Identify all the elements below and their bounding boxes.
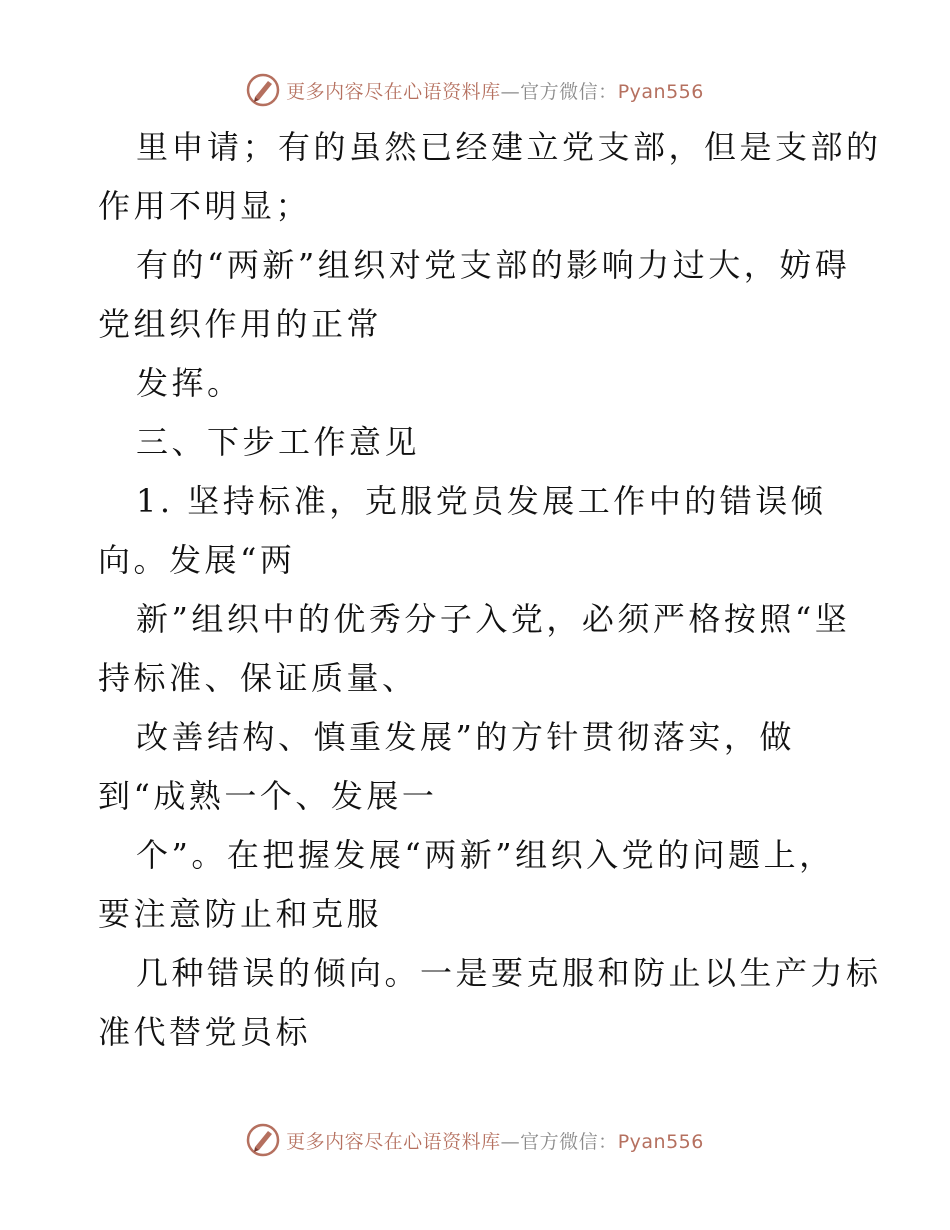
body-line: 向。发展“两 xyxy=(98,541,296,579)
watermark-main-text: 更多内容尽在心语资料库 xyxy=(286,80,501,103)
body-line: 1. 坚持标准，克服党员发展工作中的错误倾 xyxy=(136,482,827,520)
watermark-id-text: Pyan556 xyxy=(617,80,704,103)
footer-watermark xyxy=(0,1120,950,1160)
pen-logo-icon xyxy=(246,1123,280,1157)
body-line: 改善结构、慎重发展”的方针贯彻落实，做 xyxy=(136,718,795,756)
body-line: 作用不明显； xyxy=(98,187,312,225)
watermark-dash-text: —官方微信： xyxy=(500,1130,618,1153)
watermark-dash-text: —官方微信： xyxy=(500,80,618,103)
body-line: 持标准、保证质量、 xyxy=(98,659,418,697)
body-line: 到“成熟一个、发展一 xyxy=(98,777,438,815)
body-line: 有的“两新”组织对党支部的影响力过大，妨碍 xyxy=(136,246,851,284)
body-line: 发挥。 xyxy=(136,364,243,402)
watermark-id-text: Pyan556 xyxy=(617,1130,704,1153)
body-line: 里申请；有的虽然已经建立党支部，但是支部的 xyxy=(136,128,882,166)
body-line: 要注意防止和克服 xyxy=(98,895,383,933)
body-line: 新”组织中的优秀分子入党，必须严格按照“坚 xyxy=(136,600,851,638)
body-line: 准代替党员标 xyxy=(98,1013,312,1051)
watermark-main-text: 更多内容尽在心语资料库 xyxy=(286,1130,501,1153)
section-heading: 三、下步工作意见 xyxy=(136,423,421,461)
body-line: 党组织作用的正常 xyxy=(98,305,383,343)
body-line: 个”。在把握发展“两新”组织入党的问题上， xyxy=(136,836,835,874)
body-line: 几种错误的倾向。一是要克服和防止以生产力标 xyxy=(136,954,882,992)
